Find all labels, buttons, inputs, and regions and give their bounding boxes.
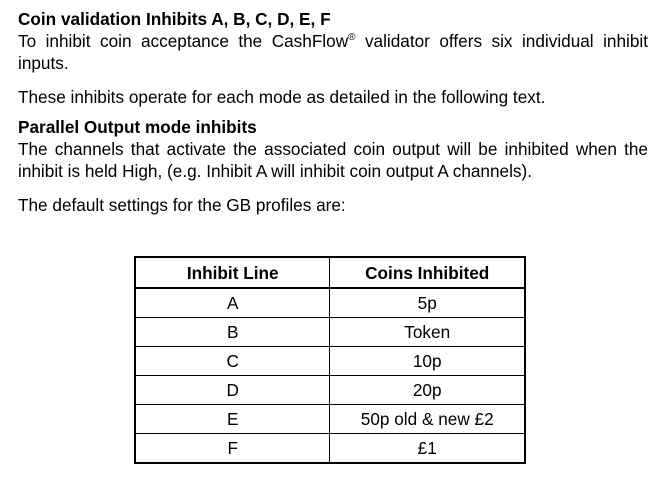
inhibit-line-cell: D bbox=[135, 376, 330, 405]
paragraph-inhibit-inputs-text-start: To inhibit coin acceptance the CashFlow bbox=[18, 31, 349, 51]
coins-inhibited-cell: £1 bbox=[330, 434, 525, 464]
paragraph-channels-inhibited: The channels that activate the associated coin output will be inhibited when the inhibit is held High, (e.g. Inhibit A will inhibit coin output A channels). bbox=[18, 139, 648, 181]
table-row bbox=[135, 347, 525, 376]
coins-inhibited-cell: 5p bbox=[330, 288, 525, 318]
table-row bbox=[135, 376, 525, 405]
paragraph-default-settings: The default settings for the GB profiles are: bbox=[18, 195, 346, 215]
document-body bbox=[18, 8, 648, 216]
table-row bbox=[135, 405, 525, 434]
section-heading-parallel-output-inhibits: Parallel Output mode inhibits bbox=[18, 117, 257, 137]
section-heading-coin-validation-inhibits: Coin validation Inhibits A, B, C, D, E, F bbox=[18, 9, 331, 29]
coins-inhibited-cell: 10p bbox=[330, 347, 525, 376]
coins-inhibited-cell: 50p old & new £2 bbox=[330, 405, 525, 434]
table-row bbox=[135, 288, 525, 318]
paragraph-inhibits-operate: These inhibits operate for each mode as detailed in the following text. bbox=[18, 87, 546, 107]
inhibit-line-cell: B bbox=[135, 318, 330, 347]
inhibit-line-cell: C bbox=[135, 347, 330, 376]
registered-trademark-symbol: ® bbox=[348, 32, 356, 43]
paragraph-inhibit-inputs bbox=[18, 30, 648, 74]
table-row bbox=[135, 434, 525, 464]
table-row bbox=[135, 318, 525, 347]
column-header-coins-inhibited: Coins Inhibited bbox=[330, 257, 525, 288]
inhibit-line-cell: F bbox=[135, 434, 330, 464]
coins-inhibited-cell: Token bbox=[330, 318, 525, 347]
inhibit-settings-table bbox=[134, 256, 526, 464]
table-header-row bbox=[135, 257, 525, 288]
column-header-inhibit-line: Inhibit Line bbox=[135, 257, 330, 288]
inhibit-line-cell: A bbox=[135, 288, 330, 318]
paragraph-inhibit-inputs-text-end: validator offers six individual inhibit inputs. bbox=[18, 31, 648, 73]
inhibit-line-cell: E bbox=[135, 405, 330, 434]
coins-inhibited-cell: 20p bbox=[330, 376, 525, 405]
